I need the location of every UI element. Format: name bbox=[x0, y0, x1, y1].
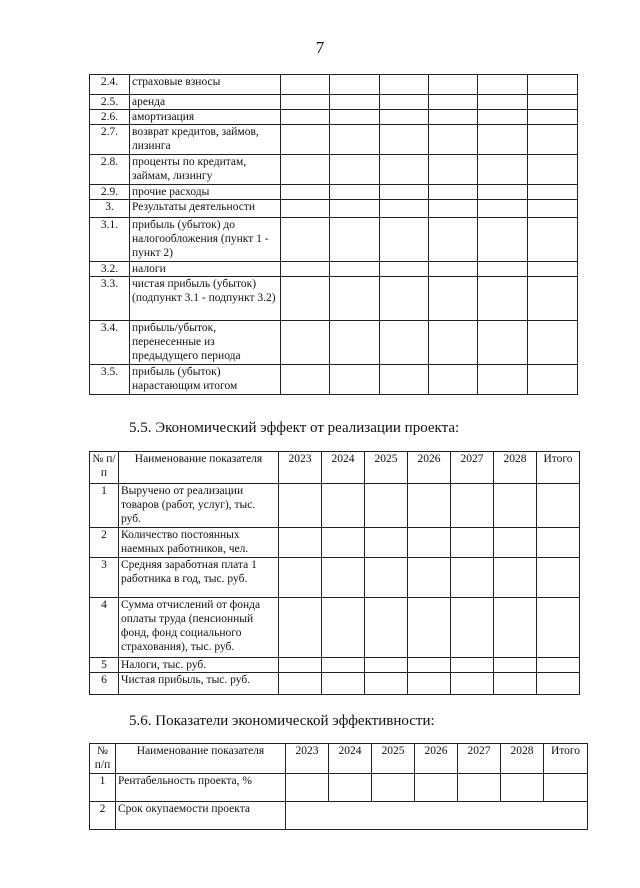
cell bbox=[322, 658, 365, 673]
cell bbox=[451, 528, 494, 558]
cell bbox=[281, 200, 330, 218]
table-row bbox=[90, 200, 578, 218]
cell bbox=[415, 774, 458, 802]
cell bbox=[537, 558, 580, 598]
cell bbox=[478, 365, 528, 395]
table-row bbox=[90, 262, 578, 277]
cell bbox=[365, 658, 408, 673]
row-label: прибыль/убыток, перенесенные из предыдущего периода bbox=[130, 321, 281, 365]
cell bbox=[365, 484, 408, 528]
cell bbox=[281, 365, 330, 395]
cell bbox=[528, 218, 578, 262]
cell bbox=[429, 277, 478, 321]
row-num: 5 bbox=[90, 658, 119, 673]
header-year: 2024 bbox=[322, 452, 365, 484]
cell bbox=[478, 218, 528, 262]
cell bbox=[330, 200, 380, 218]
cell bbox=[330, 95, 380, 110]
cell bbox=[279, 673, 322, 695]
cell bbox=[478, 321, 528, 365]
row-num: 2 bbox=[90, 528, 119, 558]
cell bbox=[537, 528, 580, 558]
row-label: аренда bbox=[130, 95, 281, 110]
row-num: 2.5. bbox=[90, 95, 130, 110]
table-row bbox=[90, 598, 580, 658]
cell bbox=[528, 125, 578, 155]
cell bbox=[478, 277, 528, 321]
cell bbox=[451, 598, 494, 658]
cell bbox=[330, 125, 380, 155]
table-row bbox=[90, 774, 588, 802]
row-num: 3. bbox=[90, 200, 130, 218]
row-num: 4 bbox=[90, 598, 119, 658]
row-label: амортизация bbox=[130, 110, 281, 125]
table-row bbox=[90, 673, 580, 695]
header-year: 2026 bbox=[415, 744, 458, 774]
cell bbox=[330, 321, 380, 365]
row-label: прибыль (убыток) до налогообложения (пункт 1 - пункт 2) bbox=[130, 218, 281, 262]
table-row bbox=[90, 658, 580, 673]
cell bbox=[380, 95, 429, 110]
cell bbox=[281, 277, 330, 321]
cell bbox=[281, 185, 330, 200]
cell bbox=[408, 484, 451, 528]
cell bbox=[429, 321, 478, 365]
cell bbox=[380, 75, 429, 95]
cell bbox=[408, 658, 451, 673]
cell bbox=[458, 774, 501, 802]
header-year: 2027 bbox=[458, 744, 501, 774]
cell bbox=[451, 484, 494, 528]
table-row bbox=[90, 95, 578, 110]
cell bbox=[380, 110, 429, 125]
cell bbox=[281, 155, 330, 185]
row-label: Количество постоянных наемных работников, чел. bbox=[119, 528, 279, 558]
section-5-6-title: 5.6. Показатели экономической эффективности: bbox=[129, 713, 435, 729]
cell bbox=[429, 200, 478, 218]
row-label: Срок окупаемости проекта bbox=[116, 802, 286, 830]
cell bbox=[281, 95, 330, 110]
cell bbox=[281, 110, 330, 125]
cell bbox=[330, 155, 380, 185]
cell bbox=[429, 95, 478, 110]
table-row bbox=[90, 75, 578, 95]
efficiency-indicators-table bbox=[89, 743, 588, 830]
row-num: 3.1. bbox=[90, 218, 130, 262]
table-header-row bbox=[90, 744, 588, 774]
row-num: 1 bbox=[90, 484, 119, 528]
cell bbox=[537, 598, 580, 658]
row-label: Средняя заработная плата 1 работника в год, тыс. руб. bbox=[119, 558, 279, 598]
cell bbox=[528, 75, 578, 95]
cell bbox=[478, 125, 528, 155]
table-row bbox=[90, 277, 578, 321]
cell bbox=[380, 365, 429, 395]
cell bbox=[478, 95, 528, 110]
row-label: Выручено от реализации товаров (работ, услуг), тыс. руб. bbox=[119, 484, 279, 528]
cell bbox=[494, 528, 537, 558]
table-row bbox=[90, 125, 578, 155]
header-name: Наименование показателя bbox=[119, 452, 279, 484]
row-num: 3.5. bbox=[90, 365, 130, 395]
cell bbox=[429, 185, 478, 200]
table-row bbox=[90, 155, 578, 185]
cell bbox=[451, 673, 494, 695]
row-num: 3.4. bbox=[90, 321, 130, 365]
cell bbox=[528, 110, 578, 125]
cell bbox=[494, 658, 537, 673]
header-year: 2026 bbox=[408, 452, 451, 484]
header-total: Итого bbox=[537, 452, 580, 484]
row-num: 1 bbox=[90, 774, 116, 802]
cell bbox=[494, 673, 537, 695]
table-row bbox=[90, 321, 578, 365]
cell bbox=[408, 528, 451, 558]
cell bbox=[330, 262, 380, 277]
cell bbox=[478, 185, 528, 200]
cell bbox=[322, 528, 365, 558]
cell bbox=[380, 155, 429, 185]
row-num: 6 bbox=[90, 673, 119, 695]
cell bbox=[537, 658, 580, 673]
header-year: 2025 bbox=[372, 744, 415, 774]
cell bbox=[478, 110, 528, 125]
row-label: Рентабельность проекта, % bbox=[116, 774, 286, 802]
header-year: 2028 bbox=[494, 452, 537, 484]
cell bbox=[365, 528, 408, 558]
row-num: 2.7. bbox=[90, 125, 130, 155]
cell bbox=[408, 673, 451, 695]
header-name: Наименование показателя bbox=[116, 744, 286, 774]
cell bbox=[408, 598, 451, 658]
cell bbox=[478, 200, 528, 218]
header-num: № п/п bbox=[90, 744, 116, 774]
cell bbox=[451, 658, 494, 673]
cell bbox=[429, 365, 478, 395]
row-label: прибыль (убыток) нарастающим итогом bbox=[130, 365, 281, 395]
row-label: Чистая прибыль, тыс. руб. bbox=[119, 673, 279, 695]
cell bbox=[380, 125, 429, 155]
cell bbox=[322, 598, 365, 658]
cell bbox=[429, 218, 478, 262]
cell bbox=[372, 774, 415, 802]
cell bbox=[528, 262, 578, 277]
cell bbox=[286, 774, 329, 802]
header-year: 2025 bbox=[365, 452, 408, 484]
cell bbox=[330, 110, 380, 125]
row-label: проценты по кредитам, займам, лизингу bbox=[130, 155, 281, 185]
table-row bbox=[90, 802, 588, 830]
header-total: Итого bbox=[544, 744, 588, 774]
cell bbox=[429, 125, 478, 155]
cell bbox=[537, 673, 580, 695]
cell bbox=[429, 262, 478, 277]
cell bbox=[279, 484, 322, 528]
cell bbox=[329, 774, 372, 802]
cell bbox=[330, 75, 380, 95]
cell bbox=[322, 484, 365, 528]
cell bbox=[528, 365, 578, 395]
row-num: 2.9. bbox=[90, 185, 130, 200]
cell bbox=[537, 484, 580, 528]
cell bbox=[279, 658, 322, 673]
cell bbox=[281, 125, 330, 155]
cell bbox=[528, 155, 578, 185]
row-label: налоги bbox=[130, 262, 281, 277]
table-row bbox=[90, 528, 580, 558]
header-year: 2027 bbox=[451, 452, 494, 484]
cell bbox=[478, 262, 528, 277]
cell bbox=[429, 110, 478, 125]
cell bbox=[478, 75, 528, 95]
cell bbox=[365, 558, 408, 598]
row-label: страховые взносы bbox=[130, 75, 281, 95]
cell bbox=[279, 598, 322, 658]
economic-effect-table bbox=[89, 451, 580, 695]
cell bbox=[330, 185, 380, 200]
row-label: Сумма отчислений от фонда оплаты труда (пенсионный фонд, фонд социального страхования), тыс. руб. bbox=[119, 598, 279, 658]
cell bbox=[429, 155, 478, 185]
cell bbox=[365, 673, 408, 695]
cell bbox=[380, 321, 429, 365]
table-row bbox=[90, 110, 578, 125]
cell bbox=[380, 185, 429, 200]
cell bbox=[330, 218, 380, 262]
row-num: 2 bbox=[90, 802, 116, 830]
cell bbox=[494, 598, 537, 658]
row-num: 2.6. bbox=[90, 110, 130, 125]
row-label: чистая прибыль (убыток) (подпункт 3.1 - подпункт 3.2) bbox=[130, 277, 281, 321]
cell bbox=[528, 321, 578, 365]
row-label: прочие расходы bbox=[130, 185, 281, 200]
row-num: 3 bbox=[90, 558, 119, 598]
table-row bbox=[90, 484, 580, 528]
header-num: № п/п bbox=[90, 452, 119, 484]
cell bbox=[322, 673, 365, 695]
cell bbox=[494, 558, 537, 598]
cell bbox=[528, 200, 578, 218]
cell bbox=[528, 95, 578, 110]
cell bbox=[501, 774, 544, 802]
row-num: 3.3. bbox=[90, 277, 130, 321]
section-5-5-title: 5.5. Экономический эффект от реализации проекта: bbox=[129, 420, 460, 436]
cell bbox=[380, 262, 429, 277]
cell bbox=[281, 218, 330, 262]
cell bbox=[494, 484, 537, 528]
cell bbox=[281, 75, 330, 95]
cell bbox=[380, 218, 429, 262]
header-year: 2023 bbox=[286, 744, 329, 774]
cell bbox=[330, 365, 380, 395]
expenses-results-table bbox=[89, 74, 578, 395]
row-label: Налоги, тыс. руб. bbox=[119, 658, 279, 673]
cell bbox=[279, 528, 322, 558]
page-number: 7 bbox=[315, 38, 325, 57]
cell bbox=[451, 558, 494, 598]
cell bbox=[544, 774, 588, 802]
cell bbox=[279, 558, 322, 598]
cell bbox=[330, 277, 380, 321]
merged-cell bbox=[286, 802, 588, 830]
cell bbox=[528, 277, 578, 321]
table-row bbox=[90, 365, 578, 395]
table-header-row bbox=[90, 452, 580, 484]
table-row bbox=[90, 218, 578, 262]
header-year: 2023 bbox=[279, 452, 322, 484]
cell bbox=[322, 558, 365, 598]
row-num: 2.8. bbox=[90, 155, 130, 185]
cell bbox=[281, 262, 330, 277]
cell bbox=[429, 75, 478, 95]
cell bbox=[408, 558, 451, 598]
table-row bbox=[90, 558, 580, 598]
cell bbox=[380, 200, 429, 218]
cell bbox=[528, 185, 578, 200]
table-row bbox=[90, 185, 578, 200]
cell bbox=[365, 598, 408, 658]
cell bbox=[478, 155, 528, 185]
cell bbox=[281, 321, 330, 365]
header-year: 2024 bbox=[329, 744, 372, 774]
row-num: 2.4. bbox=[90, 75, 130, 95]
row-num: 3.2. bbox=[90, 262, 130, 277]
row-label: Результаты деятельности bbox=[130, 200, 281, 218]
row-label: возврат кредитов, займов, лизинга bbox=[130, 125, 281, 155]
cell bbox=[380, 277, 429, 321]
header-year: 2028 bbox=[501, 744, 544, 774]
